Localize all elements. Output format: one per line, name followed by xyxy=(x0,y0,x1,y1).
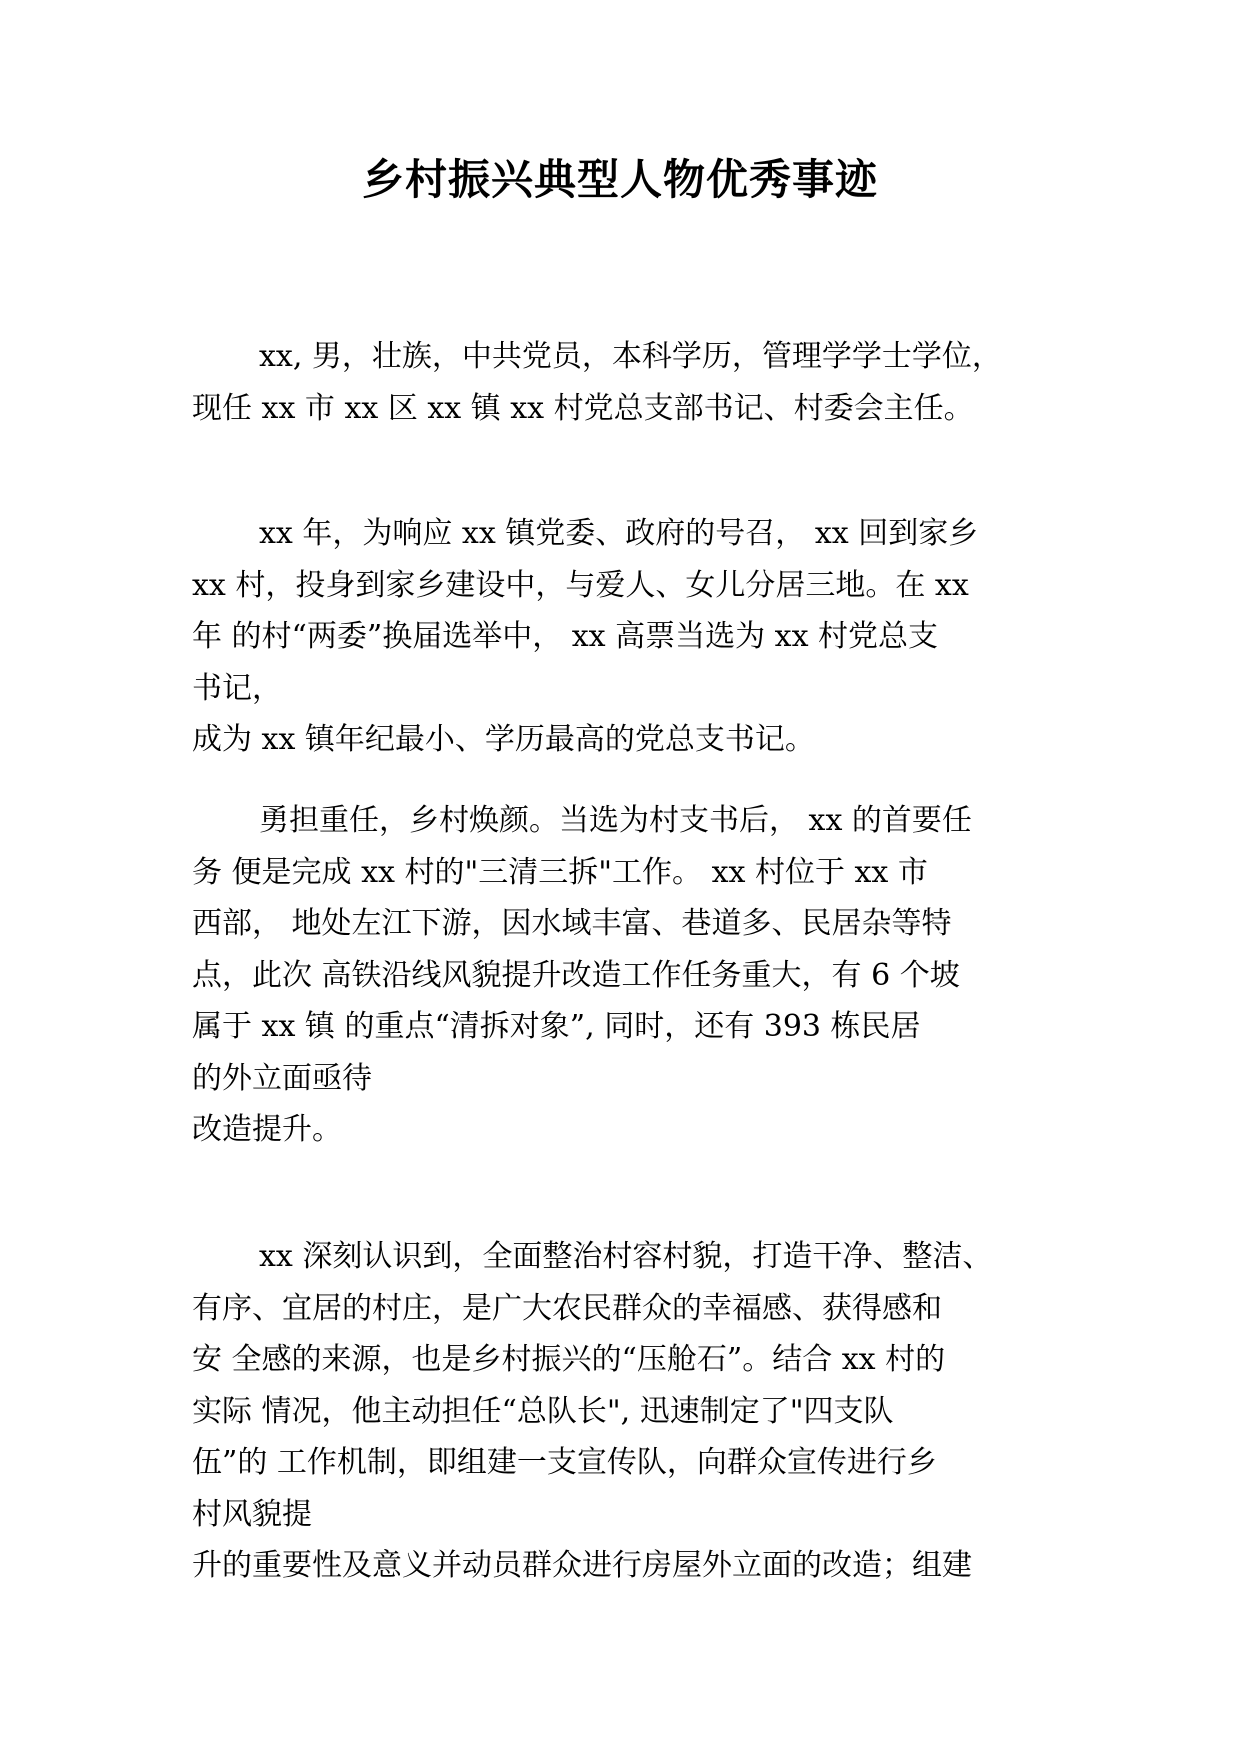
paragraph-line: 成为 xx 镇年纪最小、学历最高的党总支书记。 xyxy=(192,722,815,757)
paragraph-line: xx, 男，壮族，中共党员，本科学历，管理学学士学位， xyxy=(259,339,1002,374)
paragraph-line: 年 的村“两委”换届选举中， xx 高票当选为 xx 村党总支 xyxy=(192,619,939,654)
paragraph-line: 属于 xx 镇 的重点“清拆对象”, 同时，还有 393 栋民居 xyxy=(192,1009,921,1044)
paragraph-line: 务 便是完成 xx 村的"三清三拆"工作。 xx 村位于 xx 市 xyxy=(192,854,928,890)
paragraph-line: xx 村，投身到家乡建设中，与爱人、女儿分居三地。在 xx xyxy=(192,567,969,603)
paragraph-line: 实际 情况，他主动担任“总队长", 迅速制定了"四支队 xyxy=(192,1393,894,1429)
paragraph-line: 点，此次 高铁沿线风貌提升改造工作任务重大，有 6 个坡 xyxy=(192,957,960,993)
paragraph-3 xyxy=(192,795,1092,1156)
paragraph-2 xyxy=(192,508,1092,766)
paragraph-line: 的外立面亟待 xyxy=(192,1060,372,1096)
paragraph-line: 西部， 地处左江下游，因水域丰富、巷道多、民居杂等特 xyxy=(192,906,952,941)
paragraph-line: 安 全感的来源，也是乡村振兴的“压舱石”。结合 xx 村的 xyxy=(192,1342,946,1377)
paragraph-line: 村风貌提 xyxy=(192,1496,312,1532)
paragraph-line: 有序、宜居的村庄，是广大农民群众的幸福感、获得感和 xyxy=(192,1290,942,1326)
paragraph-line: 现任 xx 市 xx 区 xx 镇 xx 村党总支部书记、村委会主任。 xyxy=(192,390,974,426)
paragraph-line: 改造提升。 xyxy=(192,1112,342,1147)
paragraph-line: 勇担重任，乡村焕颜。当选为村支书后， xx 的首要任 xyxy=(259,803,972,838)
document-title: 乡村振兴典型人物优秀事迹 xyxy=(361,155,878,204)
paragraph-line: xx 深刻认识到，全面整治村容村貌，打造干净、整洁、 xyxy=(259,1239,993,1274)
paragraph-1 xyxy=(192,331,1092,434)
paragraph-line: 升的重要性及意义并动员群众进行房屋外立面的改造；组建 xyxy=(192,1548,972,1583)
paragraph-4 xyxy=(192,1231,1092,1592)
paragraph-line: 书记， xyxy=(192,670,282,706)
paragraph-line: xx 年，为响应 xx 镇党委、政府的号召， xx 回到家乡 xyxy=(259,516,979,551)
paragraph-line: 伍”的 工作机制，即组建一支宣传队，向群众宣传进行乡 xyxy=(192,1445,937,1480)
